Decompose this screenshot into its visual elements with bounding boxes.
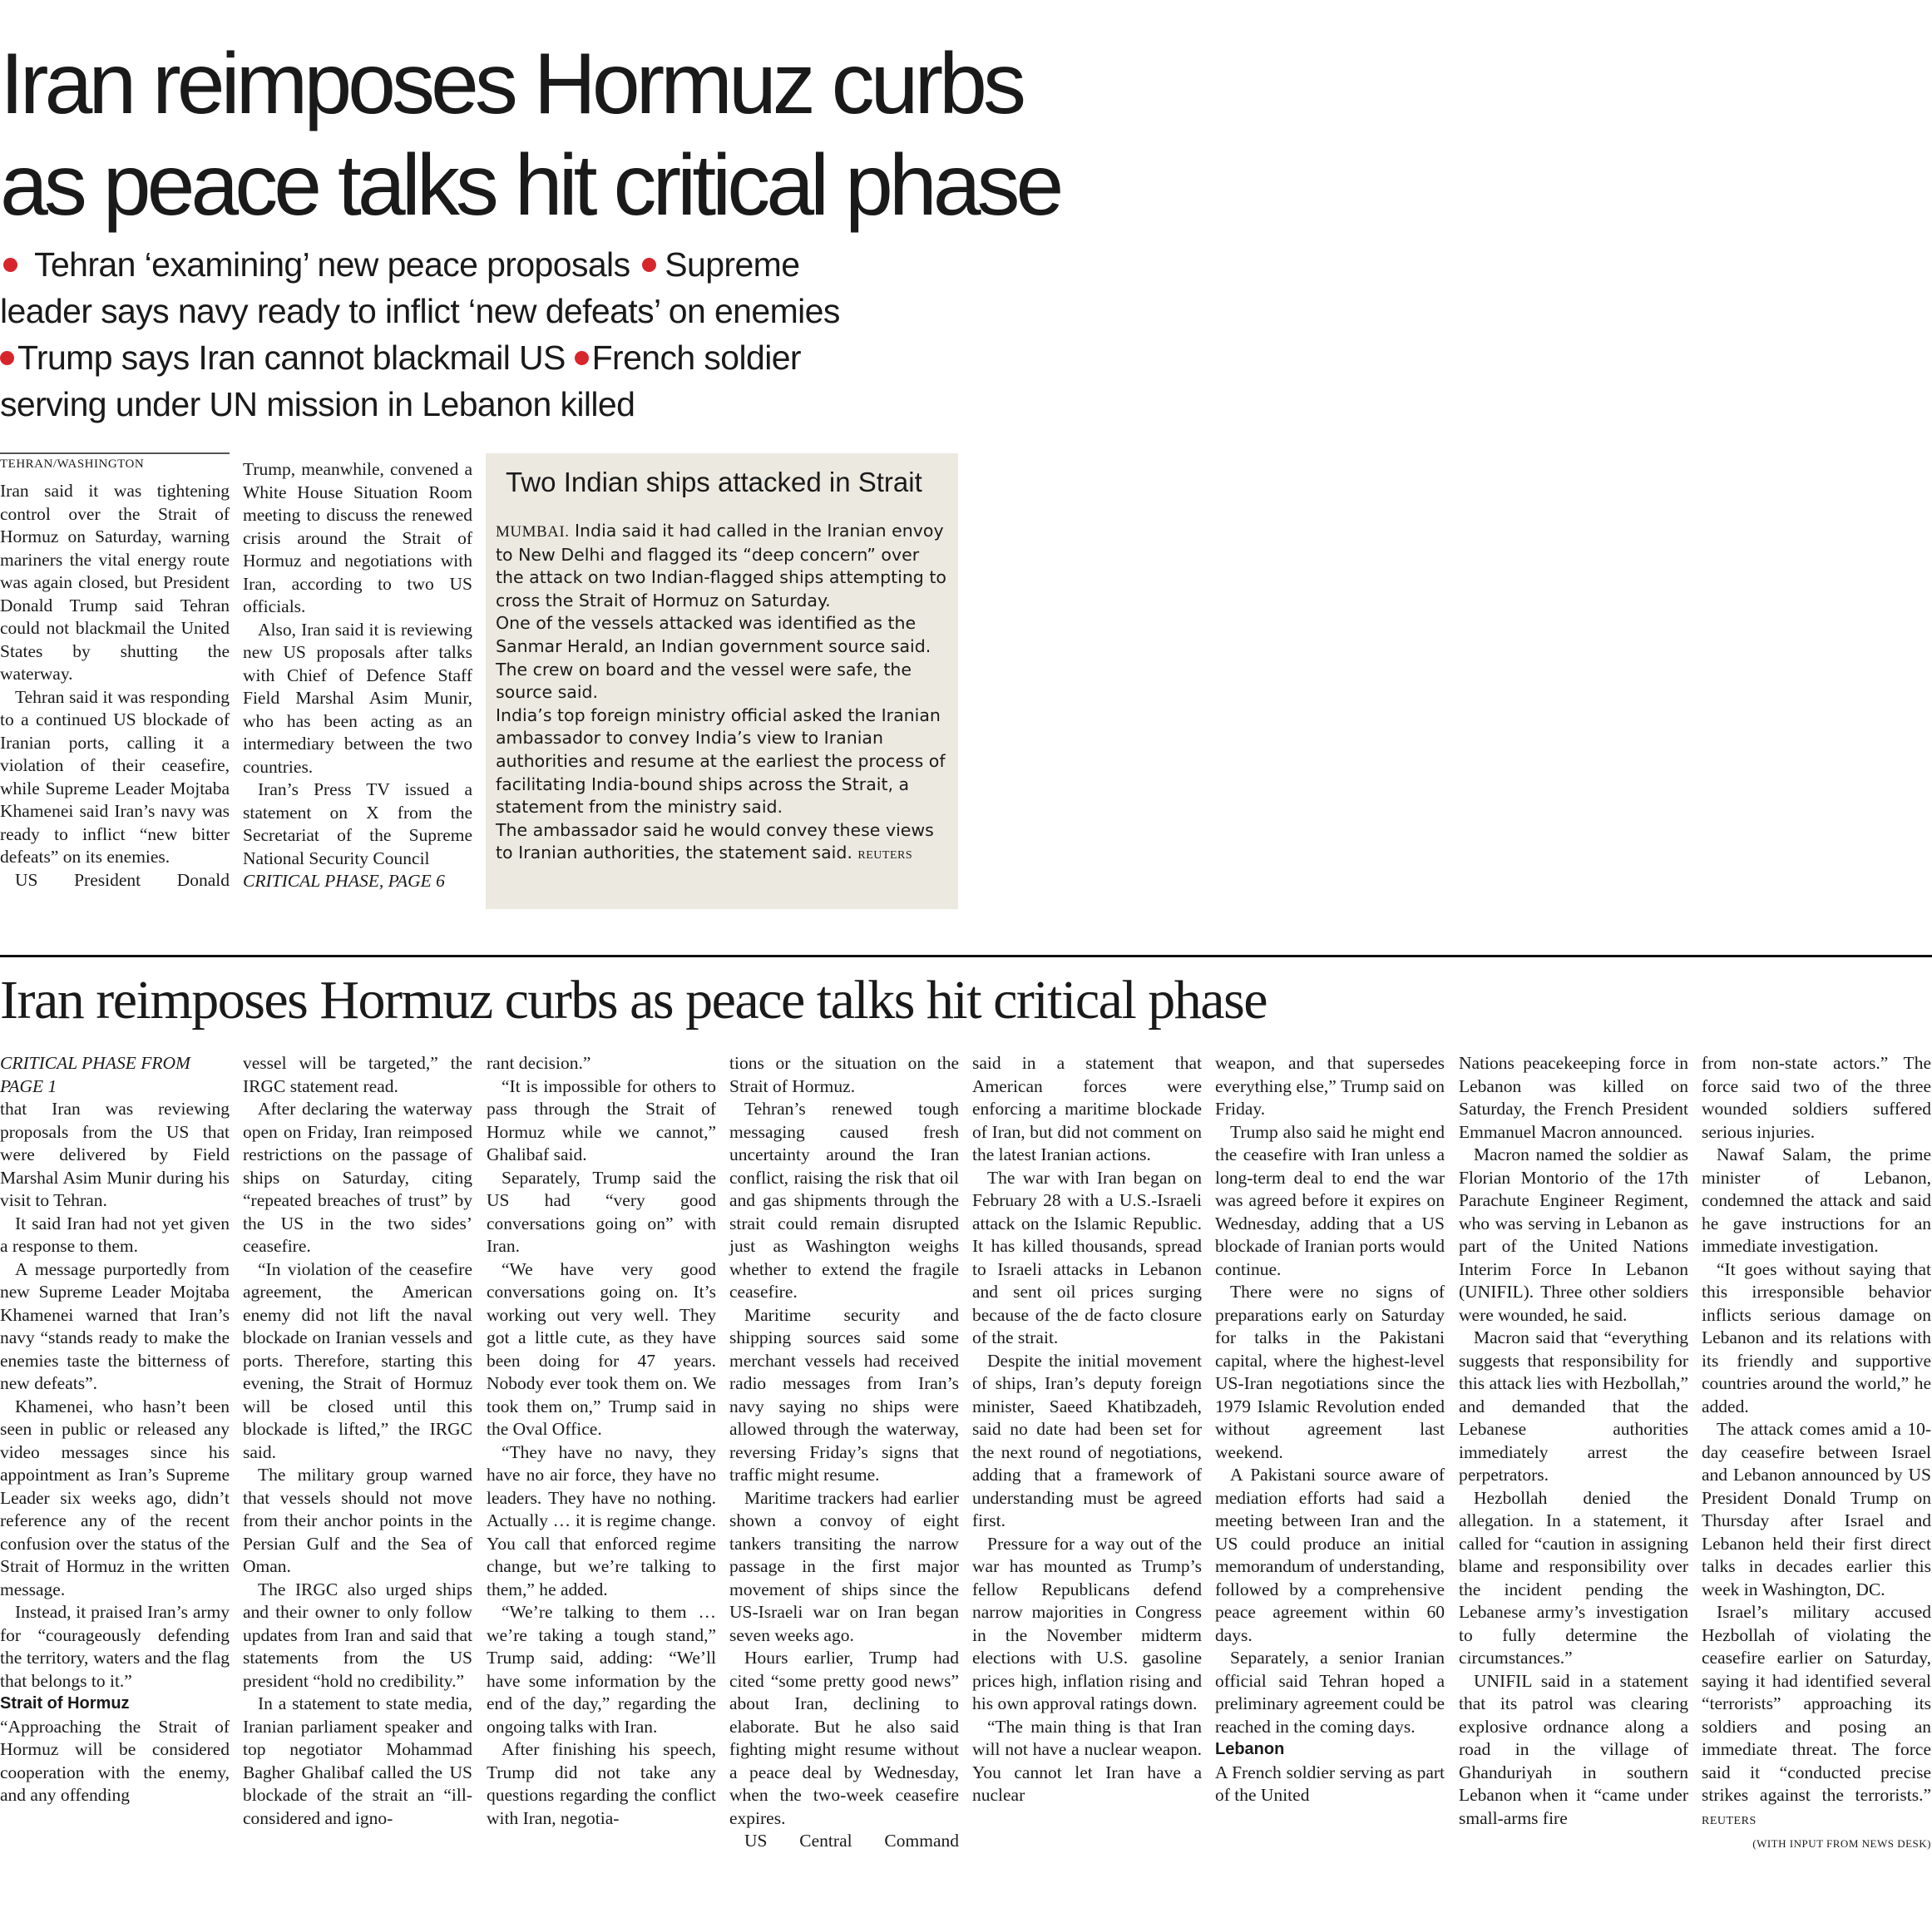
- paragraph: [496, 520, 948, 612]
- bullet-text: Supreme: [665, 245, 800, 284]
- paragraph: “The main thing is that Iran will not have a nuclear weapon. You cannot let Iran have a nuclear: [972, 1716, 1202, 1805]
- paragraph: After declaring the waterway open on Friday, Iran reimposed restrictions on the passage of ships on Saturday, citing “repeated breaches of trust” by the US in the two sides’ ceasefire.: [243, 1099, 472, 1256]
- paragraph: Macron said that “everything suggests that responsibility for this attack lies with Hezbollah,” and demanded that the Lebanese authorities immediately arrest the perpetrators.: [1459, 1327, 1688, 1485]
- paragraph: Trump also said he might end the ceasefire with Iran unless a long-term deal to end the war was agreed before it expires on Wednesday, adding that a US blockade of Iranian ports would continue.: [1215, 1121, 1445, 1279]
- paragraph: The IRGC also urged ships and their owner to only follow updates from Iran and said that statements from the US president “hold no credibility.”: [243, 1579, 472, 1691]
- paragraph: Pressure for a way out of the war has mounted as Trump’s fellow Republicans defend narrow majorities in Congress in the November midterm elections with U.S. gasoline prices high, inflation rising and his own approval ratings down.: [972, 1533, 1202, 1713]
- paragraph: US Central Command: [744, 1831, 959, 1851]
- bullet-line: [0, 334, 915, 381]
- paragraph: Iran said it was tightening control over the Strait of Hormuz on Saturday, warning mariners the vital energy route was again closed, but President Donald Trump said Tehran could not blackmail the United States by shutting the waterway.: [0, 481, 230, 684]
- paragraph: It said Iran had not yet given a response to them.: [0, 1213, 230, 1256]
- news-desk-credit: (WITH INPUT FROM NEWS DESK): [1752, 1837, 1931, 1850]
- continuation-headline: Iran reimposes Hormuz curbs as peace talks hit critical phase: [0, 970, 1267, 1031]
- continuation-column-8: [1702, 1052, 1931, 1856]
- paragraph: Nawaf Salam, the prime minister of Lebanon, condemned the attack and said he gave instructions for an immediate investigation.: [1702, 1144, 1931, 1256]
- continuation-column-5: [972, 1052, 1202, 1807]
- subhead-lebanon: Lebanon: [1215, 1740, 1285, 1758]
- paragraph: A Pakistani source aware of mediation efforts had said a meeting between Iran and the US could produce an initial memorandum of understanding, followed by a comprehensive peace agreement within 60 days.: [1215, 1465, 1445, 1645]
- paragraph: Tehran said it was responding to a continued US blockade of Iranian ports, calling it a violation of their ceasefire, while Supreme Leader Mojtaba Khamenei said Iran’s navy was ready to inflict “new bitter defeats” on its enemies.: [0, 686, 230, 867]
- paragraph-text: Israel’s military accused Hezbollah of violating the ceasefire earlier on Saturday, saying it had identified several “terrorists” approaching its soldiers and posing an immediate threat. The force said it “conducted precise strikes against the terrorists.”: [1702, 1602, 1931, 1805]
- subhead-strait-of-hormuz: Strait of Hormuz: [0, 1694, 130, 1713]
- credit-reuters: REUTERS: [1702, 1814, 1757, 1827]
- paragraph: After finishing his speech, Trump did not take any questions regarding the conflict with Iran, negotia-: [487, 1739, 716, 1828]
- paragraph: There were no signs of preparations early on Saturday for talks in the Pakistani capital, where the highest-level US-Iran negotiations since the 1979 Islamic Revolution ended without agreement last weekend.: [1215, 1282, 1445, 1462]
- paragraph: from non-state actors.” The force said two of the three wounded soldiers suffered serious injuries.: [1702, 1053, 1931, 1142]
- paragraph: “We’re talking to them … we’re taking a tough stand,” Trump said, adding: “We’ll have some information by the end of the day,” regarding the ongoing talks with Iran.: [487, 1602, 716, 1737]
- paragraph-text: India said it had called in the Iranian envoy to New Delhi and flagged its “deep concern” over the attack on two Indian-flagged ships attempting to cross the Strait of Hormuz on Saturday.: [496, 521, 946, 610]
- paragraph: that Iran was reviewing proposals from the US that were delivered by Field Marshal Asim Munir during his visit to Tehran.: [0, 1099, 230, 1210]
- paragraph: The attack comes amid a 10-day ceasefire between Israel and Lebanon announced by US President Donald Trump on Thursday after Israel and Lebanon held their first direct talks in decades earlier this week in Washington, DC.: [1702, 1419, 1931, 1599]
- dateline: TEHRAN/WASHINGTON: [0, 452, 230, 472]
- paragraph: India’s top foreign ministry official asked the Iranian ambassador to convey India’s view to Iranian authorities and resume at the earliest the process of facilitating India-bound ships across the Strait, a statement from the ministry said.: [496, 704, 946, 818]
- sidebar-box: [486, 453, 958, 909]
- paragraph: vessel will be targeted,” the IRGC statement read.: [243, 1053, 472, 1096]
- paragraph: “It is impossible for others to pass through the Strait of Hormuz while we cannot,” Ghalibaf said.: [487, 1075, 716, 1164]
- paragraph: One of the vessels attacked was identified as the Sanmar Herald, an Indian government source said. The crew on board and the vessel were safe, the source said.: [496, 613, 931, 703]
- paragraph: “They have no navy, they have no air force, they have no leaders. They have no nothing. Actually … it is regime change. You call that enforced regime change, but we’re talking to them,” he added.: [487, 1441, 716, 1599]
- paragraph: tions or the situation on the Strait of Hormuz.: [729, 1053, 959, 1096]
- bullet-text: Tehran ‘examining’ new peace proposals: [34, 245, 630, 284]
- bullet-text: leader says navy ready to inflict ‘new defeats’ on enemies: [0, 292, 840, 330]
- paragraph: Hezbollah denied the allegation. In a statement, it called for “caution in assigning blame and responsibility over the incident pending the Lebanese army’s investigation to fully determine the circumstances.”: [1459, 1487, 1688, 1668]
- sidebar-dateline: MUMBAI.: [496, 523, 570, 541]
- paragraph: Separately, Trump said the US had “very good conversations going on” with Iran.: [487, 1167, 716, 1256]
- paragraph: weapon, and that supersedes everything else,” Trump said on Friday.: [1215, 1053, 1445, 1119]
- top-headline-line-1: Iran reimposes Hormuz curbs: [0, 36, 1022, 132]
- paragraph: “It goes without saying that this irresponsible behavior inflicts serious damage on Lebanon and its relations with its friendly and supportive countries around the world,” he added.: [1702, 1258, 1931, 1416]
- paragraph: said in a statement that American forces were enforcing a maritime blockade of Iran, but did not comment on the latest Iranian actions.: [972, 1053, 1202, 1164]
- paragraph: A message purportedly from new Supreme Leader Mojtaba Khamenei warned that Iran’s navy “stands ready to make the enemies taste the bitterness of new defeats”.: [0, 1258, 230, 1393]
- bullet-points: [0, 241, 915, 428]
- paragraph: Tehran’s renewed tough messaging caused fresh uncertainty around the Iran conflict, raising the risk that oil and gas shipments through the strait could remain disrupted just as Washington weighs whether to extend the fragile ceasefire.: [729, 1099, 959, 1302]
- sidebar-credit: REUTERS: [857, 849, 913, 863]
- paragraph: Separately, a senior Iranian official said Tehran hoped a preliminary agreement could be reached in the coming days.: [1215, 1648, 1445, 1737]
- continuation-column-6: [1215, 1052, 1445, 1807]
- paragraph: “Approaching the Strait of Hormuz will be considered cooperation with the enemy, and any offending: [0, 1716, 230, 1805]
- paragraph-text: The ambassador said he would convey these views to Iranian authorities, the statement said.: [496, 819, 934, 863]
- paragraph: US President Donald: [15, 869, 230, 890]
- bullet-text: French soldier: [591, 339, 801, 377]
- top-story-column-2: [243, 458, 472, 893]
- bullet-dot-icon: [3, 258, 17, 272]
- bullet-text: Trump says Iran cannot blackmail US: [17, 339, 566, 377]
- paragraph: [1702, 1601, 1931, 1832]
- paragraph: Hours earlier, Trump had cited “some pretty good news” about Iran, declining to elaborate. But he also said fighting might resume without a peace deal by Wednesday, when the two-week ceasefire expires.: [729, 1648, 959, 1828]
- sidebar-title: Two Indian ships attacked in Strait: [506, 467, 922, 497]
- continuation-column-4: [729, 1052, 959, 1853]
- bullet-dot-icon: [0, 351, 14, 365]
- bullet-line: [0, 381, 915, 428]
- paragraph: rant decision.”: [487, 1053, 591, 1073]
- top-headline: [0, 33, 1060, 236]
- bullet-dot-icon: [575, 351, 589, 365]
- paragraph: Trump, meanwhile, convened a White House Situation Room meeting to discuss the renewed crisis around the Strait of Hormuz and negotiations with Iran, according to two US officials.: [243, 459, 472, 616]
- paragraph: Iran’s Press TV issued a statement on X from the Secretariat of the Supreme National Security Council: [243, 779, 472, 868]
- paragraph: UNIFIL said in a statement that its patrol was clearing explosive ordnance along a road in the village of Ghanduriyah in southern Lebanon when it “came under small-arms fire: [1459, 1670, 1688, 1828]
- section-rule: [0, 955, 1932, 957]
- bullet-line: [0, 241, 915, 288]
- paragraph: Nations peacekeeping force in Lebanon was killed on Saturday, the French President Emmanuel Macron announced.: [1459, 1053, 1688, 1142]
- continuation-column-1: [0, 1052, 230, 1807]
- continuation-column-3: [487, 1052, 716, 1830]
- paragraph: Khamenei, who hasn’t been seen in public or released any video messages since his appointment as Iran’s Supreme Leader six weeks ago, didn’t reference any of the recent confusion over the status of the Strait of Hormuz in the written message.: [0, 1396, 230, 1599]
- paragraph: Instead, it praised Iran’s army for “courageously defending the territory, waters and the flag that belongs to it.”: [0, 1602, 230, 1691]
- paragraph: “In violation of the ceasefire agreement, the American enemy did not lift the naval blockade on Iranian vessels and ports. Therefore, starting this evening, the Strait of Hormuz will be closed until this blockade is lifted,” the IRGC said.: [243, 1258, 472, 1462]
- paragraph: Macron named the soldier as Florian Montorio of the 17th Parachute Engineer Regiment, who was serving in Lebanon as part of the United Nations Interim Force In Lebanon (UNIFIL). Three other soldiers were wounded, he said.: [1459, 1144, 1688, 1325]
- paragraph: Maritime trackers had earlier shown a convoy of eight tankers transiting the narrow passage in the first major movement of ships since the US-Israeli war on Iran began seven weeks ago.: [729, 1487, 959, 1645]
- paragraph: The military group warned that vessels should not move from their anchor points in the Persian Gulf and the Sea of Oman.: [243, 1465, 472, 1576]
- bullet-dot-icon: [642, 258, 656, 272]
- continued-from-label: CRITICAL PHASE FROM PAGE 1: [0, 1053, 190, 1096]
- paragraph: Despite the initial movement of ships, Iran’s deputy foreign minister, Saeed Khatibzadeh, said no date had been set for the next round of negotiations, adding that a framework of understanding must be agreed first.: [972, 1350, 1202, 1530]
- bullet-line: [0, 288, 915, 334]
- paragraph: In a statement to state media, Iranian parliament speaker and top negotiator Mohammad Bagher Ghalibaf called the US blockade of the strait an “ill-considered and igno-: [243, 1693, 472, 1828]
- jump-line: CRITICAL PHASE, PAGE 6: [243, 871, 445, 891]
- top-headline-line-2: as peace talks hit critical phase: [0, 137, 1060, 234]
- paragraph: [496, 819, 948, 867]
- sidebar-body: [496, 520, 948, 867]
- paragraph: Maritime security and shipping sources said some merchant vessels had received radio messages from Iran’s navy saying no ships were allowed through the waterway, reversing Friday’s signs that traffic might resume.: [729, 1304, 959, 1485]
- paragraph: “We have very good conversations going on. It’s working out very well. They got a little cute, as they have been doing for 47 years. Nobody ever took them on. We took them on,” Trump said in the Oval Office.: [487, 1258, 716, 1439]
- paragraph: A French soldier serving as part of the United: [1215, 1762, 1445, 1805]
- top-story-column-1: [0, 480, 230, 892]
- continuation-column-2: [243, 1052, 472, 1830]
- bullet-text: serving under UN mission in Lebanon killed: [0, 385, 635, 423]
- paragraph: Also, Iran said it is reviewing new US proposals after talks with Chief of Defence Staff Field Marshal Asim Munir, who has been acting as an intermediary between the two countries.: [243, 619, 472, 777]
- continuation-column-7: [1459, 1052, 1688, 1830]
- paragraph: The war with Iran began on February 28 with a U.S.-Israeli attack on the Islamic Republic. It has killed thousands, spread to Israeli attacks in Lebanon and sent oil prices surging because of the de facto closure of the strait.: [972, 1167, 1202, 1347]
